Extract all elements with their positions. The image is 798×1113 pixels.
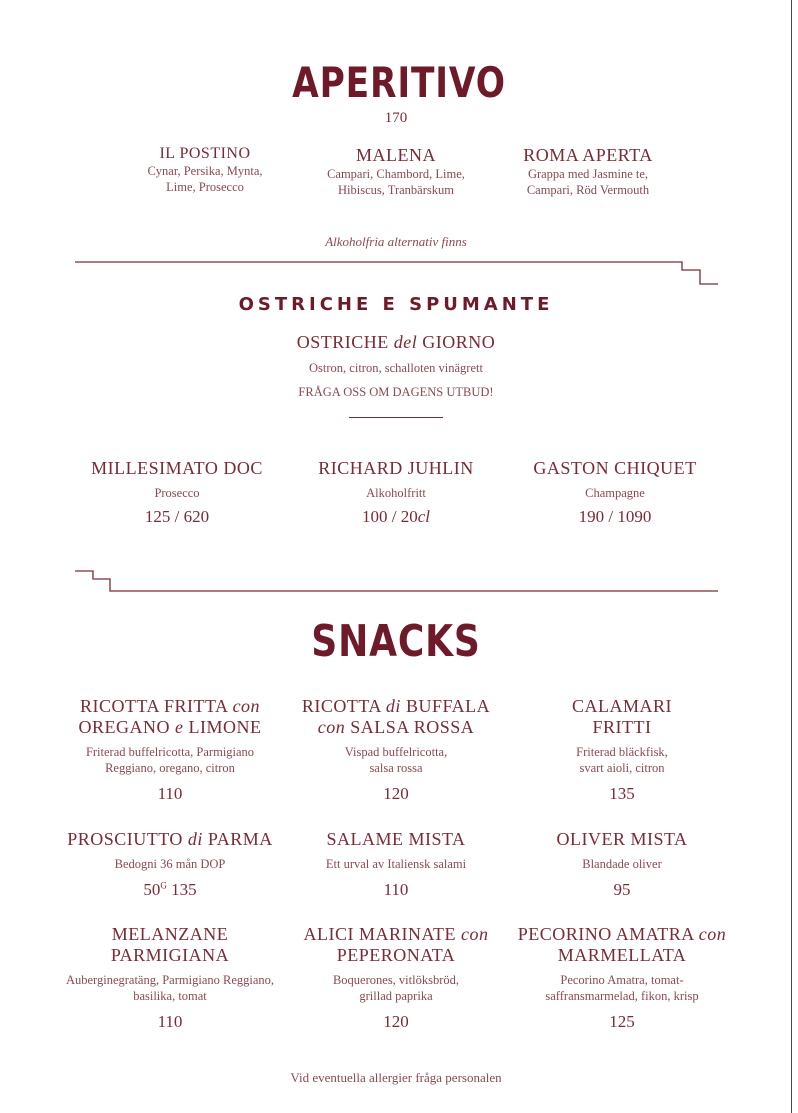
wine-name: GASTON CHIQUET <box>533 458 697 478</box>
item-desc: Cynar, Persika, Mynta, <box>147 164 263 178</box>
item-desc: Campari, Chambord, Lime, <box>327 167 465 181</box>
item-desc: Hibiscus, Tranbärskum <box>338 183 454 197</box>
snack-desc: salsa rossa <box>369 761 423 775</box>
snack-price: $50^G$ 135 <box>143 880 197 899</box>
snack-name: MARMELLATA <box>557 945 687 965</box>
snack-name: PROSCIUTTO di PARMA <box>67 829 273 849</box>
item-name: IL POSTINO <box>159 145 251 162</box>
wine-price: 125 / 620 <box>144 507 210 526</box>
wine-item <box>271 458 521 527</box>
snack-desc: Auberginegratäng, Parmigiano Reggiano, <box>65 973 275 987</box>
wine-desc: Champagne <box>585 486 645 500</box>
snack-desc: grillad paprika <box>359 989 433 1003</box>
wine-price: 100 / 20cl <box>361 507 430 526</box>
snack-desc: Blandade oliver <box>582 857 662 871</box>
snack-name: FRITTI <box>592 717 652 737</box>
snack-desc: Friterad buffelricotta, Parmigiano <box>85 745 255 759</box>
snack-desc: Reggiano, oregano, citron <box>105 761 235 775</box>
wine-name: MILLESIMATO DOC <box>91 458 263 478</box>
snack-desc: Ett urval av Italiensk salami <box>325 857 467 871</box>
snack-price: 135 <box>609 784 635 803</box>
item-desc: Campari, Röd Vermouth <box>526 183 650 197</box>
snack-item <box>497 829 747 900</box>
snack-price: 110 <box>157 784 183 803</box>
snack-name: OREGANO e LIMONE <box>78 717 262 737</box>
snack-name: PARMIGIANA <box>110 945 230 965</box>
snack-name: con SALSA ROSSA <box>317 717 475 737</box>
item-desc: Grappa med Jasmine te, <box>527 167 649 181</box>
wine-item <box>52 458 302 527</box>
snack-name: PEPERONATA <box>336 945 456 965</box>
snack-price: 110 <box>157 1012 183 1031</box>
snack-price: 95 <box>613 880 631 899</box>
snack-price: 110 <box>383 880 409 899</box>
snack-name: MELANZANE <box>111 924 229 944</box>
wine-item <box>490 458 740 527</box>
aperitivo-title: APERITIVO <box>292 58 506 107</box>
ostriche-title: OSTRICHE E SPUMANTE <box>238 294 554 315</box>
snack-item <box>45 696 295 804</box>
snacks-title: SNACKS <box>311 616 481 667</box>
snack-name: RICOTTA di BUFFALA <box>301 696 491 716</box>
snack-item <box>45 829 295 900</box>
short-divider <box>349 417 443 418</box>
snack-item <box>497 696 747 804</box>
snack-desc: Friterad bläckfisk, <box>576 745 668 759</box>
snack-item <box>271 829 521 900</box>
item-desc: Lime, Prosecco <box>166 180 244 194</box>
snack-desc: basilika, tomat <box>133 989 207 1003</box>
item-name: MALENA <box>356 145 436 165</box>
snack-name: CALAMARI <box>571 696 672 716</box>
aperitivo-note: Alkoholfria alternativ finns <box>325 234 467 249</box>
snack-desc: Pecorino Amatra, tomat- <box>560 973 684 987</box>
snack-name: PECORINO AMATRA con <box>517 924 727 944</box>
wine-desc: Alkoholfritt <box>366 486 426 500</box>
snack-price: 120 <box>383 784 409 803</box>
stepped-divider-bottom <box>0 563 798 598</box>
snack-desc: svart aioli, citron <box>579 761 665 775</box>
snack-desc: Vispad buffelricotta, <box>344 745 448 759</box>
oyster-desc: Ostron, citron, schalloten vinägrett <box>309 361 483 375</box>
wine-desc: Prosecco <box>154 486 200 500</box>
snack-price: 120 <box>383 1012 409 1031</box>
aperitivo-price: 170 <box>384 110 408 126</box>
snack-name: OLIVER MISTA <box>556 829 688 849</box>
snack-name: SALAME MISTA <box>326 829 466 849</box>
snack-name: RICOTTA FRITTA con <box>79 696 261 716</box>
wine-price: 190 / 1090 <box>578 507 652 526</box>
item-name: ROMA APERTA <box>523 145 653 165</box>
snack-price: 125 <box>609 1012 635 1031</box>
aperitivo-item <box>463 145 713 198</box>
oyster-dish-name: OSTRICHE del GIORNO <box>296 332 496 352</box>
snack-item <box>271 696 521 804</box>
snack-desc: Bedogni 36 mån DOP <box>114 857 226 871</box>
snack-desc: Boquerones, vitlöksbröd, <box>332 973 460 987</box>
snack-item <box>497 924 747 1032</box>
snack-item <box>45 924 295 1032</box>
page-edge-line <box>791 0 792 1113</box>
allergy-footer: Vid eventuella allergier fråga personalen <box>290 1070 502 1085</box>
snack-name: ALICI MARINATE con <box>303 924 489 944</box>
wine-name: RICHARD JUHLIN <box>318 458 474 478</box>
stepped-divider-top <box>0 255 798 290</box>
snack-desc: saffransmarmelad, fikon, krisp <box>545 989 699 1003</box>
oyster-ask: FRÅGA OSS OM DAGENS UTBUD! <box>298 385 494 399</box>
snack-item <box>271 924 521 1032</box>
